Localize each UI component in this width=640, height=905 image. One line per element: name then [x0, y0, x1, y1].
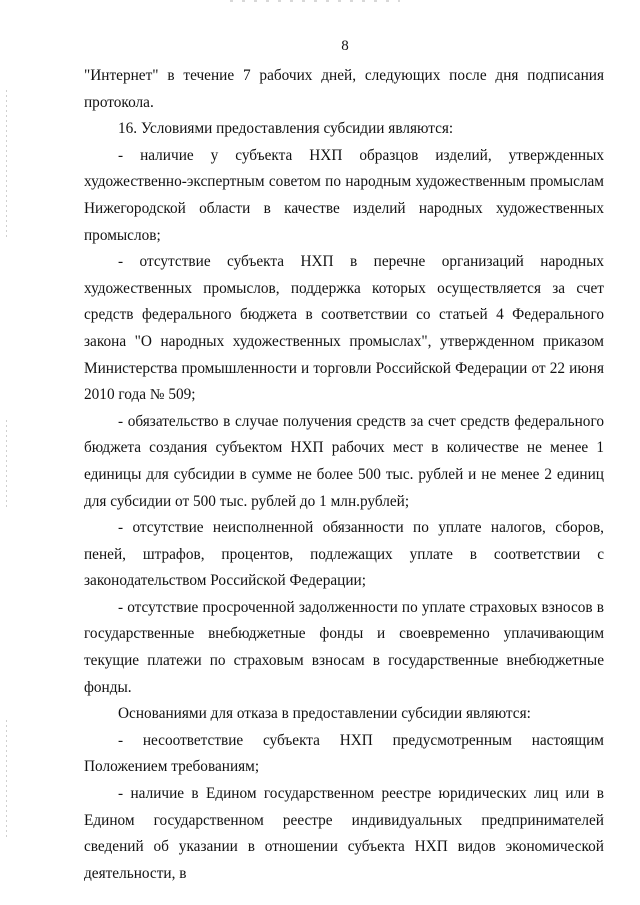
paragraph-refusal-registry: - наличие в Едином государственном реестре юридических лиц или в Едином государственном реестре индивидуальных предпринимателей сведений об указании в отношении субъекта НХП видов экономической деятельности, в	[84, 785, 604, 882]
paragraph-refusal-mismatch: - несоответствие субъекта НХП предусмотренным настоящим Положением требованиям;	[84, 731, 604, 776]
page-number: 8	[341, 38, 349, 54]
scan-edge-artifact	[230, 0, 400, 2]
scan-margin-artifact	[6, 420, 7, 510]
paragraph-condition-taxes: - отсутствие неисполненной обязанности по уплате налогов, сборов, пеней, штрафов, процентов, подлежащих уплате в соответствии с законодательством Российской Федерации;	[84, 519, 604, 590]
scan-margin-artifact	[6, 720, 7, 840]
paragraph-section-16: 16. Условиями предоставления субсидии являются:	[118, 120, 454, 138]
paragraph-condition-samples: - наличие у субъекта НХП образцов изделий, утвержденных художественно-экспертным советом по народным художественным промыслам Нижегородской области в качестве изделий народных художественных промыслов;	[84, 146, 604, 244]
paragraph-refusal-grounds: Основаниями для отказа в предоставлении субсидии являются:	[118, 705, 531, 723]
paragraph-condition-federal-list: - отсутствие субъекта НХП в перечне организаций народных художественных промыслов, поддержка которых осуществляется за счет средств федерального бюджета в соответствии со статьей 4 Федерального закона "О народных художественных промыслах", утвержденном приказом Министерства промышленности и торговли Российской Федерации от 22 июня 2010 года № 509;	[84, 253, 604, 404]
paragraph-condition-jobs: - обязательство в случае получения средств за счет средств федерального бюджета создания субъектом НХП рабочих мест в количестве не менее 1 единицы для субсидии в сумме не более 500 тыс. рублей и не менее 2 единиц для субсидии от 500 тыс. рублей до 1 млн.рублей;	[84, 412, 604, 510]
paragraph-condition-insurance: - отсутствие просроченной задолженности по уплате страховых взносов в государственные внебюджетные фонды и своевременно уплачивающим текущие платежи по страховым взносам в государственные внебюджетные фонды.	[84, 598, 604, 696]
scan-margin-artifact	[6, 90, 7, 240]
paragraph-continuation: "Интернет" в течение 7 рабочих дней, следующих после дня подписания протокола.	[84, 67, 604, 111]
document-body	[84, 63, 604, 887]
